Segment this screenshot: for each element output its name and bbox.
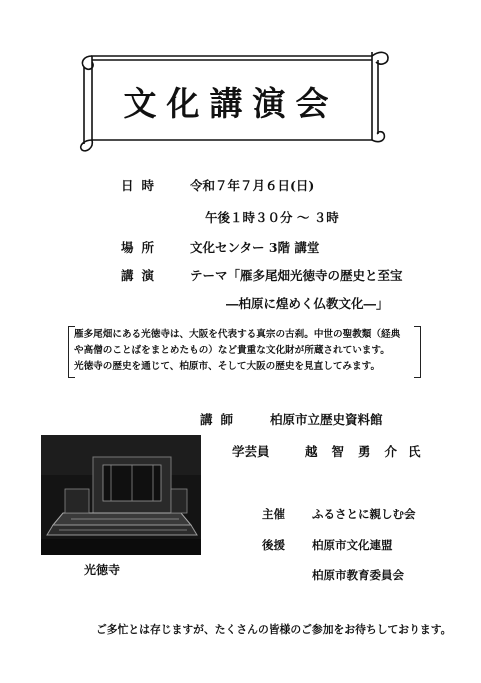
lecture-label: 講演 <box>121 268 163 283</box>
time-value: 午後１時３０分 ～ ３時 <box>205 210 339 225</box>
title-scroll-banner <box>66 48 396 152</box>
speaker-name: 越智勇介 <box>305 444 412 459</box>
photo-caption: 光徳寺 <box>84 563 121 577</box>
notice-line-1: 雁多尾畑にある光徳寺は、大阪を代表する真宗の古刹。中世の聖教類（経典 <box>74 329 401 340</box>
notice-line-3: 光徳寺の歴史を通じて、柏原市、そして大阪の歴史を見直してみます。 <box>74 361 381 372</box>
temple-photo <box>41 435 201 555</box>
host-value: ふるさとに親しむ会 <box>312 507 416 521</box>
support-label: 後援 <box>262 538 285 552</box>
place-value: 文化センター 3階 講堂 <box>190 240 320 255</box>
closing-message: ご多忙とは存じますが、たくさんの皆様のご参加をお待ちしております。 <box>96 623 452 636</box>
notice-line-2: や高僧のことばをまとめたもの）など貴重な文化財が所蔵されています。 <box>74 345 390 356</box>
support-value-1: 柏原市文化連盟 <box>312 538 393 552</box>
host-label: 主催 <box>262 507 285 521</box>
speaker-honorific: 氏 <box>408 444 421 459</box>
notice-text-block <box>68 327 420 375</box>
temple-shrine-icon <box>41 435 201 555</box>
date-value: 令和７年７月６日(日) <box>190 178 315 193</box>
event-title: 文化講演会 <box>123 84 339 123</box>
lecture-theme-line1: テーマ「雁多尾畑光徳寺の歴史と至宝 <box>190 268 403 283</box>
support-value-2: 柏原市教育委員会 <box>312 568 404 582</box>
date-label: 日時 <box>121 178 163 193</box>
speaker-org: 柏原市立歴史資料館 <box>270 412 383 427</box>
speaker-role: 学芸員 <box>232 444 270 459</box>
lecture-theme-line2: ―柏原に煌めく仏教文化―」 <box>226 296 389 311</box>
place-label: 場所 <box>121 240 163 255</box>
speaker-label: 講師 <box>200 412 242 427</box>
